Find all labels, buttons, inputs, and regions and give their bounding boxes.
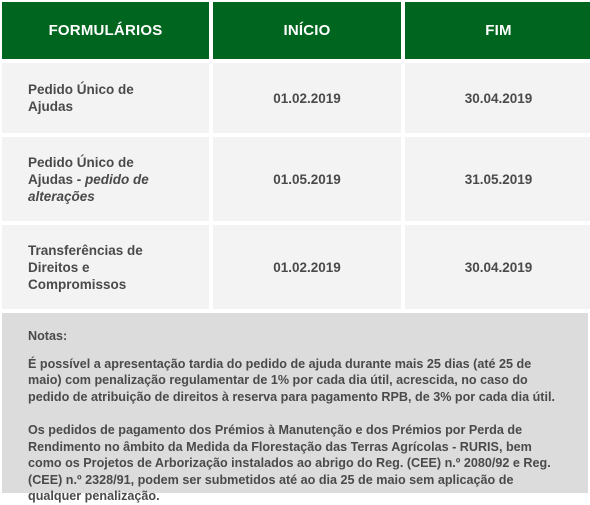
row-2-form-label-italic: pedido de alterações <box>28 171 149 204</box>
row-2-end-date: 31.05.2019 <box>405 137 590 221</box>
notes-panel <box>2 313 588 503</box>
notes-paragraph-forestation: Os pedidos de pagamento dos Prémios à Manutenção e dos Prémios por Perda de Rendimento no âmbito da Medida da Florestação das Terras Agrícolas - RURIS, bem como os Projetos de Arborização instalados ao abrigo do Reg. (CEE) n.º 2080/92 e Reg. (CEE) n.º 2328/91, podem ser submetidos até ao dia 25 de maio sem aplicação de qualquer penalização. <box>28 423 551 503</box>
notes-title: Notas: <box>28 329 68 343</box>
header-forms: FORMULÁRIOS <box>2 2 209 59</box>
notes-paragraph-late-submission: É possível a apresentação tardia do pedido de ajuda durante mais 25 dias (até 25 de maio) com penalização regulamentar de 1% por cada dia útil, acrescida, no caso do pedido de atribuição de direitos à reserva para pagamento RPB, de 3% por cada dia útil. <box>28 356 555 404</box>
row-1-form-name <box>2 63 209 133</box>
header-end: FIM <box>405 2 590 59</box>
forms-table <box>2 2 590 309</box>
row-3-form-name <box>2 225 209 309</box>
row-2-form-name <box>2 137 209 221</box>
row-2-form-label-main: Pedido Único de Ajudas - <box>28 154 134 187</box>
header-start: INÍCIO <box>213 2 401 59</box>
row-3-end-date: 30.04.2019 <box>405 225 590 309</box>
row-1-end-date: 30.04.2019 <box>405 63 590 133</box>
row-3-form-label: Transferências de Direitos e Compromissos <box>28 242 143 292</box>
row-1-form-label: Pedido Único de Ajudas <box>28 82 134 114</box>
row-2-start-date: 01.05.2019 <box>213 137 401 221</box>
row-1-start-date: 01.02.2019 <box>213 63 401 133</box>
row-2-form-label <box>28 154 168 205</box>
row-3-start-date: 01.02.2019 <box>213 225 401 309</box>
